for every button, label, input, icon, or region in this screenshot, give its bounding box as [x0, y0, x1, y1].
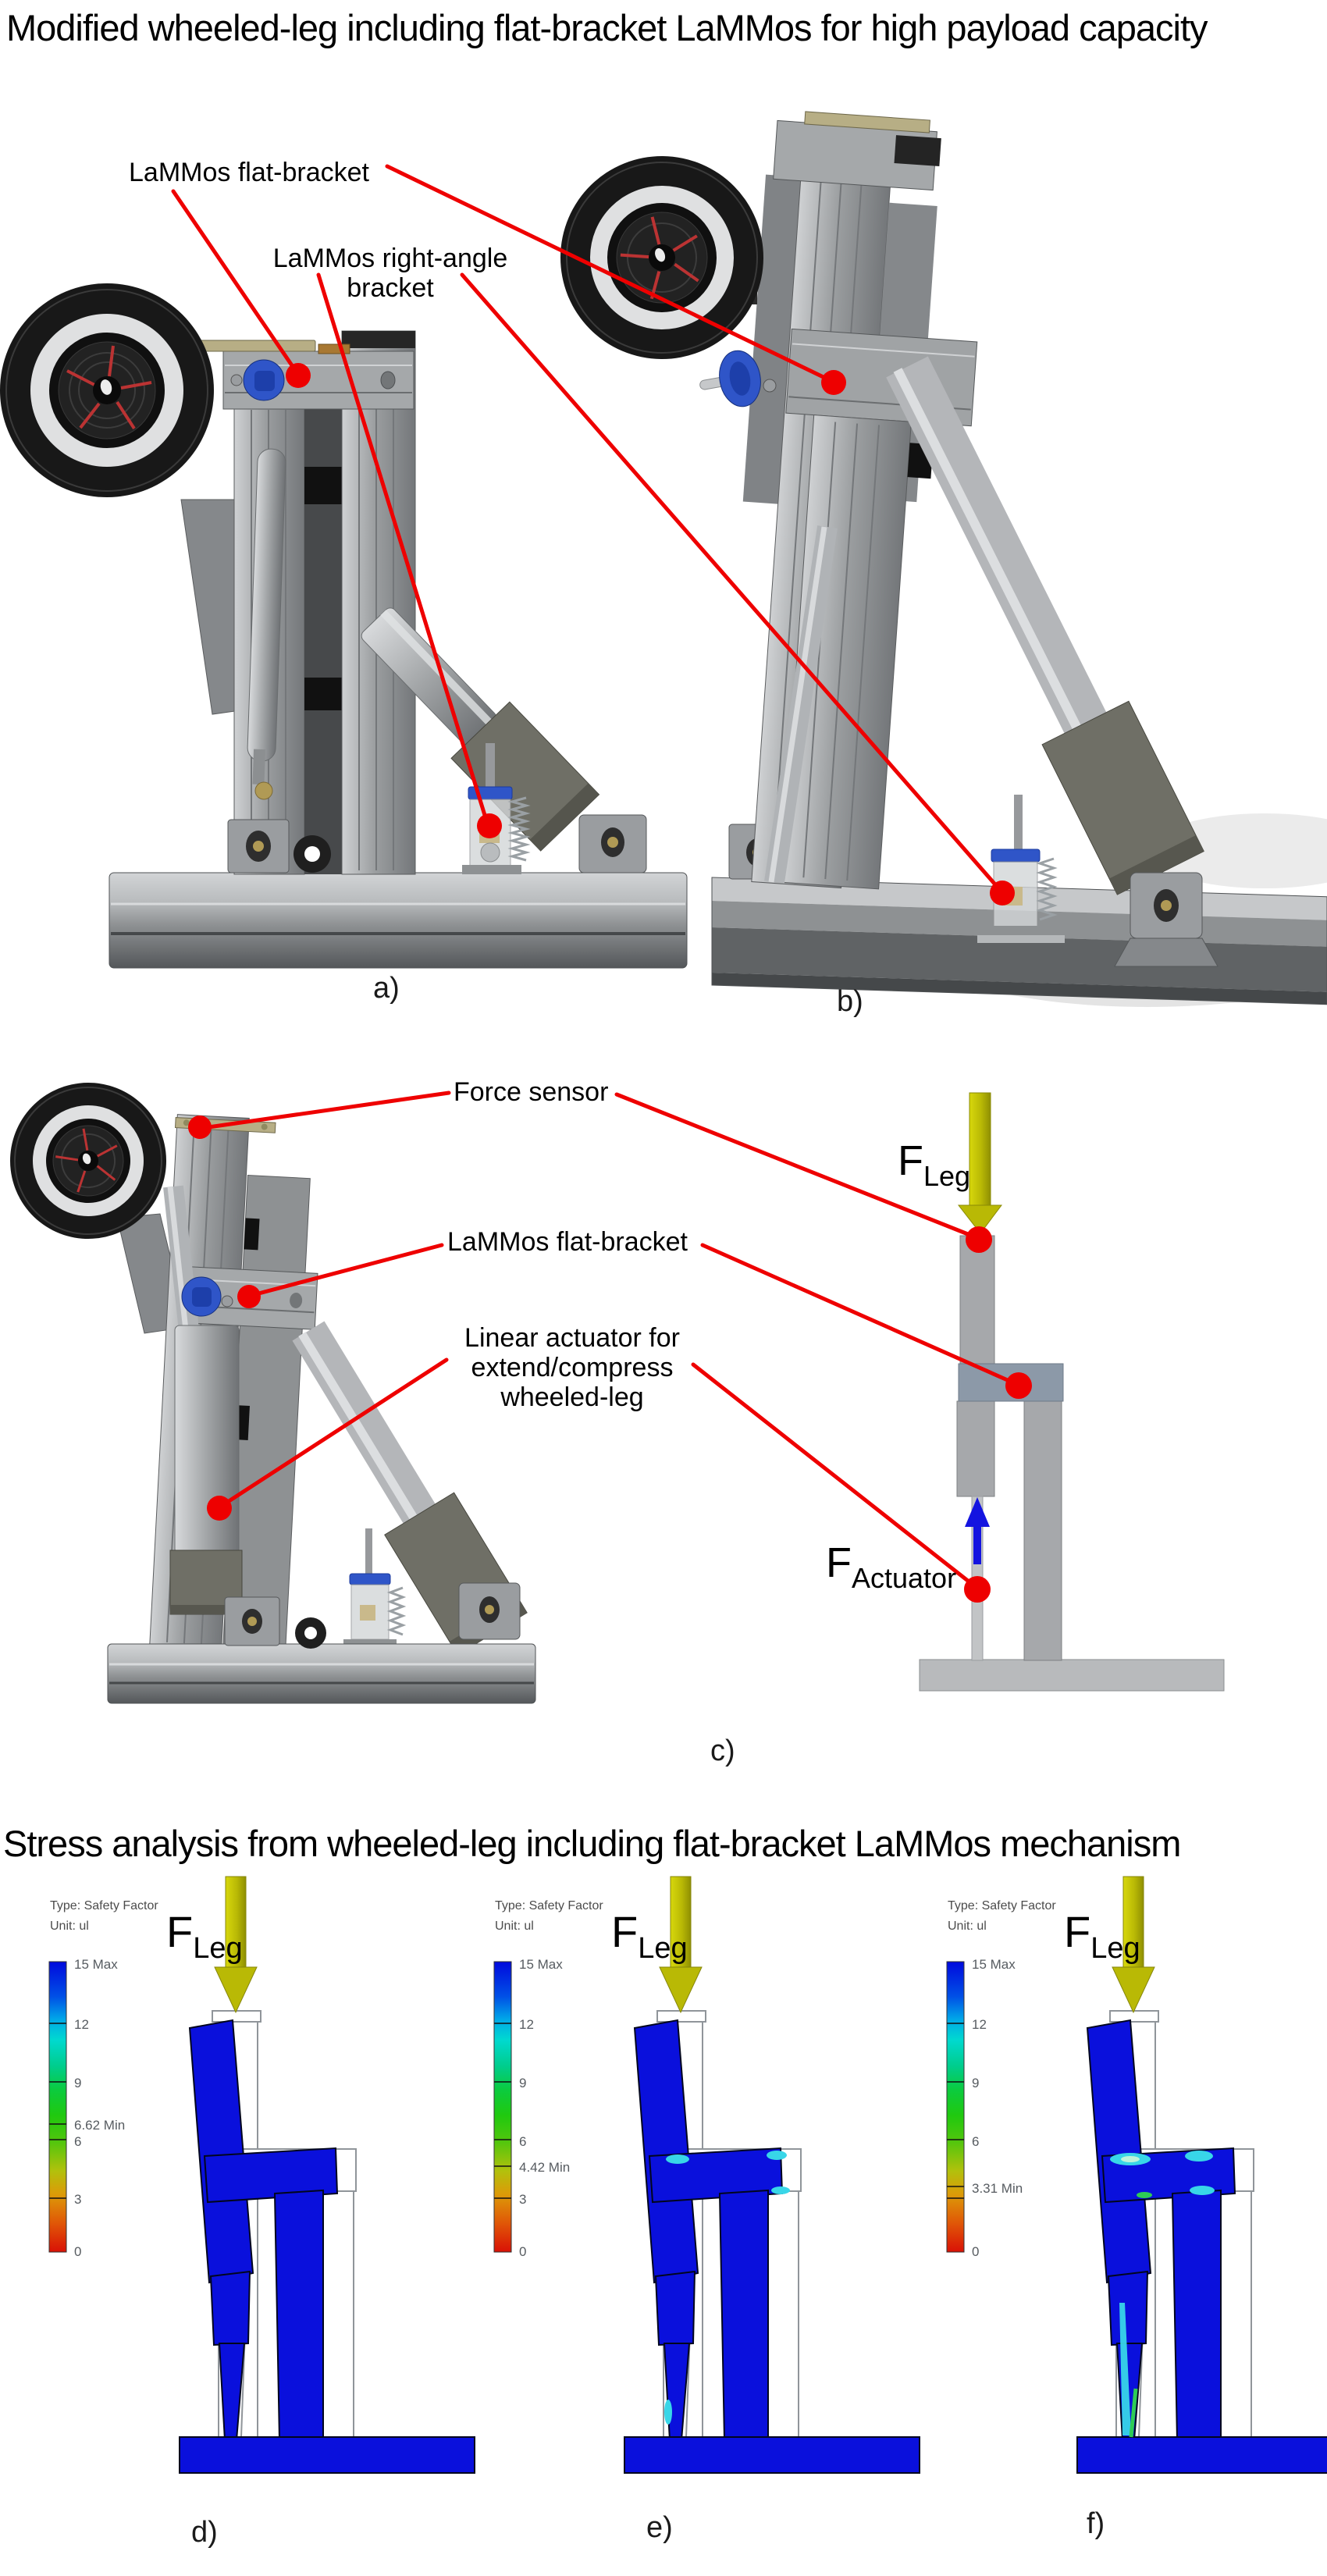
- tick-6: 6: [74, 2134, 82, 2149]
- diagonal-actuator: [907, 367, 1089, 730]
- legend-type: Type: Safety Factor: [50, 1899, 158, 1912]
- caption-b: b): [837, 985, 863, 1018]
- force-leg-label: FLeg: [898, 1137, 971, 1192]
- label-linear-actuator-1: Linear actuator for: [464, 1323, 680, 1353]
- tick-0: 0: [972, 2244, 980, 2259]
- callout-dot-force-sensor: [188, 1115, 212, 1139]
- callout-dot-schematic-top: [966, 1226, 992, 1253]
- tick-max: 15 Max: [74, 1957, 118, 1972]
- base-rail: [108, 1644, 535, 1703]
- tick-9: 9: [972, 2076, 980, 2090]
- schematic-upper-column: [960, 1236, 994, 1365]
- cad-view-b: [530, 109, 1327, 1007]
- label-force-sensor: Force sensor: [454, 1077, 609, 1107]
- caption-e: e): [646, 2511, 673, 2544]
- tick-12: 12: [74, 2017, 89, 2032]
- caption-d: d): [191, 2516, 218, 2549]
- actuator-force-arrow-up: [965, 1497, 990, 1564]
- label-linear-actuator-2: extend/compress: [471, 1353, 674, 1382]
- callout-dot-right-angle-b: [990, 881, 1015, 906]
- legend-type: Type: Safety Factor: [495, 1899, 603, 1912]
- tick-0: 0: [74, 2244, 82, 2259]
- legend-unit: Unit: ul: [495, 1920, 534, 1933]
- callout-dot-linear-actuator: [207, 1496, 232, 1521]
- figure-title-main: Modified wheeled-leg including flat-bracket LaMMos for high payload capacity: [6, 7, 1208, 48]
- label-right-angle-line1: LaMMos right-angle: [272, 244, 508, 273]
- sensor-plate: [198, 340, 315, 351]
- tick-0: 0: [519, 2244, 527, 2259]
- wheel: [0, 283, 214, 497]
- tick-12: 12: [972, 2017, 987, 2032]
- caption-f: f): [1087, 2507, 1105, 2540]
- callout-dot-schematic-actuator: [964, 1576, 991, 1603]
- legend-unit: Unit: ul: [948, 1920, 987, 1933]
- caption-c: c): [710, 1735, 735, 1767]
- force-leg-label-e: FLeg: [611, 1907, 688, 1965]
- tick-3: 3: [74, 2192, 82, 2207]
- cad-view-c: [0, 1062, 535, 1703]
- figure-title-stress: Stress analysis from wheeled-leg including flat-bracket LaMMos mechanism: [3, 1823, 1181, 1864]
- label-flat-bracket: LaMMos flat-bracket: [129, 158, 369, 187]
- force-actuator-label: FActuator: [826, 1539, 957, 1594]
- vertical-linear-actuator: [175, 1325, 239, 1553]
- tick-9: 9: [519, 2076, 527, 2090]
- callout-dot-flat-bracket-c: [237, 1285, 261, 1308]
- label-right-angle-line2: bracket: [347, 273, 434, 303]
- schematic-base-plate: [920, 1660, 1224, 1691]
- extrusion-column-rear: [342, 331, 415, 874]
- callout-dot-right-angle-a: [477, 813, 502, 838]
- tick-9: 9: [74, 2076, 82, 2090]
- schematic-lower-column: [957, 1401, 994, 1496]
- tick-min: 4.42 Min: [519, 2160, 571, 2175]
- label-linear-actuator-3: wheeled-leg: [500, 1382, 644, 1412]
- force-leg-label-f: FLeg: [1064, 1907, 1140, 1965]
- tick-min: 3.31 Min: [972, 2181, 1023, 2196]
- label-flat-bracket-c: LaMMos flat-bracket: [447, 1227, 688, 1257]
- tick-min: 6.62 Min: [74, 2118, 126, 2133]
- callout-dot-schematic-bracket: [1005, 1372, 1032, 1399]
- tick-6: 6: [519, 2134, 527, 2149]
- legend-unit: Unit: ul: [50, 1920, 89, 1933]
- caption-a: a): [373, 972, 400, 1005]
- diagonal-actuator: [308, 1331, 425, 1524]
- cad-view-a: [0, 283, 687, 968]
- tick-6: 6: [972, 2134, 980, 2149]
- callout-dot-flat-bracket-b: [821, 370, 846, 395]
- tick-max: 15 Max: [519, 1957, 563, 1972]
- base-rail: [109, 873, 687, 968]
- tick-max: 15 Max: [972, 1957, 1016, 1972]
- force-leg-label-d: FLeg: [166, 1907, 243, 1965]
- schematic-right-column: [1024, 1400, 1062, 1660]
- tick-3: 3: [519, 2192, 527, 2207]
- callout-dot-flat-bracket-a: [286, 363, 311, 388]
- tick-12: 12: [519, 2017, 534, 2032]
- legend-type: Type: Safety Factor: [948, 1899, 1056, 1912]
